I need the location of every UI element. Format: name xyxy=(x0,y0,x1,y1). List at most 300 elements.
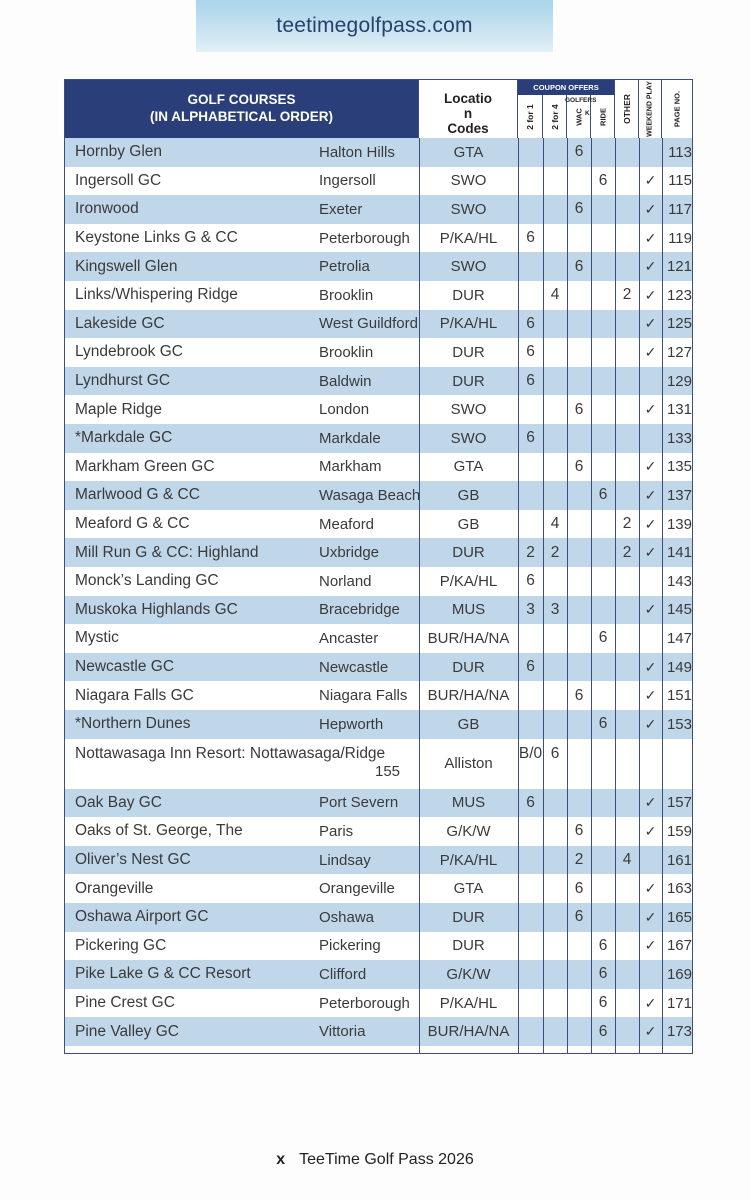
offer-2-for-1: 3 xyxy=(526,600,535,618)
location-code: BUR/HA/NA xyxy=(427,687,510,705)
location-code: DUR xyxy=(452,908,485,926)
header-page-no xyxy=(662,80,692,138)
course-name: Marlwood G & CC xyxy=(75,486,200,504)
offer-2-for-4 xyxy=(543,681,567,710)
site-banner xyxy=(196,0,553,52)
offer-2-for-4 xyxy=(543,195,567,224)
offer-ride xyxy=(591,367,615,396)
offer-2-for-4 xyxy=(543,960,567,989)
offer-2-for-1 xyxy=(518,960,543,989)
col-divider xyxy=(567,138,568,1053)
location-code: G/K/W xyxy=(446,965,491,983)
col-divider xyxy=(662,138,663,1053)
table-row xyxy=(65,1017,692,1046)
location-code: GTA xyxy=(453,458,484,476)
location-code: BUR/HA/NA xyxy=(427,629,510,647)
page-number: 139 xyxy=(666,515,692,533)
location-code: Alliston xyxy=(444,755,493,773)
offer-other xyxy=(615,596,639,625)
table-row xyxy=(65,903,692,932)
table-row xyxy=(65,739,692,789)
offer-2-for-4 xyxy=(543,167,567,196)
offer-2-for-1: 6 xyxy=(526,229,535,247)
page-number: 171 xyxy=(666,994,692,1012)
page-number: 129 xyxy=(666,372,692,390)
header-wac-label: WAC xyxy=(574,107,583,126)
header-2-for-1-label: 2 for 1 xyxy=(525,103,535,130)
location-code: DUR xyxy=(452,937,485,955)
course-name: Oshawa Airport GC xyxy=(75,908,209,926)
table-row xyxy=(65,624,692,653)
header-weekend-play xyxy=(639,80,662,138)
location-code: DUR xyxy=(452,286,485,304)
table-row xyxy=(65,138,692,167)
footer-mark: x xyxy=(276,1151,286,1168)
offer-wac xyxy=(567,481,591,510)
offer-2-for-1 xyxy=(518,710,543,739)
offer-2-for-1 xyxy=(518,932,543,961)
table-row xyxy=(65,252,692,281)
table-row xyxy=(65,367,692,396)
page-number: 117 xyxy=(668,200,692,218)
offer-2-for-1: 6 xyxy=(526,372,535,390)
weekend-check xyxy=(639,739,662,789)
table-row xyxy=(65,195,692,224)
offer-ride xyxy=(591,874,615,903)
location-code: MUS xyxy=(451,601,486,619)
table-header xyxy=(65,80,692,138)
table-row xyxy=(65,424,692,453)
offer-ride xyxy=(591,903,615,932)
offer-2-for-1: 6 xyxy=(526,343,535,361)
offer-2-for-4 xyxy=(543,1017,567,1046)
offer-other xyxy=(615,989,639,1018)
header-2-for-4-label: 2 for 4 xyxy=(549,103,560,130)
course-name: Ingersoll GC xyxy=(75,171,162,189)
location-code: GB xyxy=(457,486,480,504)
table-row xyxy=(65,817,692,846)
offer-2-for-4 xyxy=(543,567,567,596)
course-name: Oliver’s Nest GC xyxy=(75,851,191,869)
col-divider xyxy=(518,138,519,1053)
offer-wac: 6 xyxy=(574,400,584,418)
course-name: *Northern Dunes xyxy=(75,715,191,733)
offer-ride xyxy=(591,567,615,596)
offer-2-for-1: 6 xyxy=(526,793,535,811)
offer-wac xyxy=(567,1017,591,1046)
location-code: SWO xyxy=(450,200,487,218)
location-code: G/K/W xyxy=(446,822,491,840)
offer-2-for-1 xyxy=(518,510,543,539)
offer-wac: 6 xyxy=(574,257,584,275)
offer-2-for-4 xyxy=(543,481,567,510)
offer-ride xyxy=(591,138,615,167)
offer-ride: 6 xyxy=(598,965,608,983)
offer-other xyxy=(615,224,639,253)
page-footer xyxy=(0,1151,750,1169)
offer-other xyxy=(615,481,639,510)
course-name: Nottawasaga Inn Resort: Nottawasaga/Ridge xyxy=(75,744,386,762)
header-2-for-1 xyxy=(518,95,543,138)
course-name: Pine Crest GC xyxy=(75,994,175,1012)
header-location-line1: Locatio xyxy=(443,91,492,106)
offer-2-for-1: 6 xyxy=(526,658,535,676)
table-row xyxy=(65,989,692,1018)
offer-2-for-4: 3 xyxy=(550,600,560,618)
table-row xyxy=(65,710,692,739)
golf-course-table xyxy=(64,79,693,1054)
weekend-check: ✓ xyxy=(644,258,657,275)
weekend-check: ✓ xyxy=(644,937,657,954)
offer-other: 4 xyxy=(622,851,632,869)
offer-other: 2 xyxy=(622,543,632,561)
offer-wac xyxy=(567,989,591,1018)
weekend-check xyxy=(639,846,662,875)
offer-2-for-4 xyxy=(543,903,567,932)
course-name: Newcastle GC xyxy=(75,658,175,676)
offer-2-for-4 xyxy=(543,224,567,253)
page-number: 113 xyxy=(668,143,692,161)
weekend-check: ✓ xyxy=(644,515,657,532)
location-code: GTA xyxy=(453,143,484,161)
offer-wac: 6 xyxy=(574,200,584,218)
offer-2-for-4 xyxy=(543,252,567,281)
offer-wac xyxy=(567,653,591,682)
page-number: 147 xyxy=(666,629,692,647)
location-code: SWO xyxy=(450,429,487,447)
location-code: GB xyxy=(457,515,480,533)
page-number: 137 xyxy=(666,486,692,504)
offer-2-for-1 xyxy=(518,681,543,710)
table-row xyxy=(65,789,692,818)
offer-ride: 6 xyxy=(598,715,608,733)
col-divider xyxy=(639,138,640,1053)
offer-ride xyxy=(591,739,615,789)
course-city: Norland xyxy=(319,572,372,590)
offer-2-for-4 xyxy=(543,874,567,903)
offer-other xyxy=(615,252,639,281)
course-city: Orangeville xyxy=(319,880,395,898)
location-code: GB xyxy=(457,715,480,733)
course-city: Niagara Falls xyxy=(319,687,408,705)
offer-ride xyxy=(591,817,615,846)
offer-2-for-1 xyxy=(518,138,543,167)
weekend-check: ✓ xyxy=(644,458,657,475)
table-row xyxy=(65,395,692,424)
course-name: Meaford G & CC xyxy=(75,515,190,533)
offer-ride xyxy=(591,395,615,424)
location-code: P/KA/HL xyxy=(439,994,498,1012)
offer-wac xyxy=(567,224,591,253)
course-name: Niagara Falls GC xyxy=(75,686,194,704)
table-row xyxy=(65,338,692,367)
offer-ride xyxy=(591,846,615,875)
weekend-check xyxy=(639,624,662,653)
offer-2-for-1: 6 xyxy=(526,572,535,590)
course-city: Paris xyxy=(319,822,354,840)
weekend-check: ✓ xyxy=(644,601,657,618)
offer-2-for-1: 2 xyxy=(526,543,535,561)
offer-2-for-4 xyxy=(543,989,567,1018)
header-coupon-offers: COUPON OFFERS xyxy=(518,80,615,95)
weekend-check: ✓ xyxy=(644,794,657,811)
offer-other xyxy=(615,195,639,224)
location-code: SWO xyxy=(450,258,487,276)
footer-text: TeeTime Golf Pass 2026 xyxy=(299,1151,474,1168)
offer-other xyxy=(615,624,639,653)
offer-2-for-4 xyxy=(543,424,567,453)
course-name: Oak Bay GC xyxy=(75,793,162,811)
offer-ride xyxy=(591,252,615,281)
location-code: BUR/HA/NA xyxy=(427,1023,510,1041)
course-city: Oshawa xyxy=(319,908,375,926)
page-number: 163 xyxy=(666,880,692,898)
course-name: Pickering GC xyxy=(75,936,167,954)
header-other-label: OTHER xyxy=(621,94,632,124)
offer-2-for-4 xyxy=(543,932,567,961)
header-location-codes xyxy=(419,80,518,138)
offer-other: 2 xyxy=(622,515,632,533)
offer-other xyxy=(615,681,639,710)
offer-ride xyxy=(591,310,615,339)
table-row xyxy=(65,960,692,989)
header-page-label: PAGE NO. xyxy=(672,90,682,128)
header-k: K xyxy=(585,110,590,117)
offer-ride xyxy=(591,653,615,682)
offer-wac: 6 xyxy=(574,457,584,475)
offer-ride: 6 xyxy=(598,171,608,189)
offer-wac xyxy=(567,567,591,596)
page-number: 173 xyxy=(666,1023,692,1041)
location-code: P/KA/HL xyxy=(439,572,498,590)
col-divider xyxy=(419,138,420,1053)
offer-other xyxy=(615,710,639,739)
weekend-check xyxy=(639,367,662,396)
course-city: Port Severn xyxy=(319,794,399,812)
weekend-check: ✓ xyxy=(644,908,657,925)
offer-wac xyxy=(567,510,591,539)
weekend-check: ✓ xyxy=(644,880,657,897)
table-row xyxy=(65,167,692,196)
course-city: Brooklin xyxy=(319,286,374,304)
offer-ride xyxy=(591,424,615,453)
offer-ride xyxy=(591,789,615,818)
weekend-check: ✓ xyxy=(644,172,657,189)
course-city: London xyxy=(319,401,370,419)
weekend-check: ✓ xyxy=(644,544,657,561)
location-code: MUS xyxy=(451,794,486,812)
course-city: Lindsay xyxy=(319,851,371,869)
course-city: Ingersoll xyxy=(319,172,376,190)
offer-2-for-1 xyxy=(518,874,543,903)
offer-2-for-4 xyxy=(543,846,567,875)
course-city: West Guildford xyxy=(319,315,418,333)
offer-other xyxy=(615,789,639,818)
location-code: P/KA/HL xyxy=(439,851,498,869)
offer-other xyxy=(615,138,639,167)
course-name: Orangeville xyxy=(75,879,154,897)
header-location-line3: Codes xyxy=(447,121,489,136)
header-golfers: GOLFERS xyxy=(565,97,597,104)
offer-other xyxy=(615,453,639,482)
offer-2-for-1: B/0 xyxy=(518,744,543,762)
weekend-check: ✓ xyxy=(644,229,657,246)
weekend-check xyxy=(639,138,662,167)
offer-ride xyxy=(591,681,615,710)
offer-wac: 6 xyxy=(574,908,584,926)
course-city: Bracebridge xyxy=(319,601,400,619)
course-name: Ironwood xyxy=(75,200,139,218)
weekend-check: ✓ xyxy=(644,343,657,360)
offer-wac: 6 xyxy=(574,686,584,704)
col-divider xyxy=(591,138,592,1053)
offer-other xyxy=(615,817,639,846)
course-name: Markham Green GC xyxy=(75,457,215,475)
offer-2-for-1 xyxy=(518,395,543,424)
weekend-check: ✓ xyxy=(644,315,657,332)
course-name: Mill Run G & CC: Highland xyxy=(75,543,259,561)
offer-wac: 2 xyxy=(574,851,584,869)
page-number: 169 xyxy=(666,965,692,983)
offer-2-for-4: 4 xyxy=(550,286,560,304)
offer-wac xyxy=(567,167,591,196)
offer-ride xyxy=(591,338,615,367)
offer-ride: 6 xyxy=(598,629,608,647)
offer-ride xyxy=(591,224,615,253)
table-row xyxy=(65,310,692,339)
offer-ride xyxy=(591,281,615,310)
page-number: 119 xyxy=(668,229,692,247)
location-code: DUR xyxy=(452,343,485,361)
table-row xyxy=(65,874,692,903)
col-divider xyxy=(543,138,544,1053)
offer-other: 2 xyxy=(622,286,632,304)
offer-ride xyxy=(591,510,615,539)
weekend-check: ✓ xyxy=(644,994,657,1011)
page-number: 143 xyxy=(666,572,692,590)
course-city: Vittoria xyxy=(319,1023,366,1041)
offer-wac xyxy=(567,710,591,739)
site-url: teetimegolfpass.com xyxy=(276,14,473,37)
offer-other xyxy=(615,167,639,196)
offer-2-for-4 xyxy=(543,453,567,482)
page-number: 151 xyxy=(666,687,692,705)
location-code: P/KA/HL xyxy=(439,315,498,333)
course-city: Clifford xyxy=(319,965,367,983)
offer-wac xyxy=(567,281,591,310)
offer-wac: 6 xyxy=(574,879,584,897)
offer-2-for-4 xyxy=(543,789,567,818)
course-city: Pickering xyxy=(319,937,381,955)
weekend-check: ✓ xyxy=(644,1023,657,1040)
page-number: 161 xyxy=(666,851,692,869)
offer-2-for-1 xyxy=(518,252,543,281)
offer-2-for-1 xyxy=(518,817,543,846)
header-ride-label: RIDE xyxy=(598,107,607,126)
offer-2-for-4 xyxy=(543,367,567,396)
course-city: Brooklin xyxy=(319,343,374,361)
offer-other xyxy=(615,338,639,367)
offer-other xyxy=(615,874,639,903)
offer-2-for-1: 6 xyxy=(526,429,535,447)
course-name: Lyndebrook GC xyxy=(75,343,183,361)
table-row xyxy=(65,538,692,567)
weekend-check: ✓ xyxy=(644,822,657,839)
offer-wac: 6 xyxy=(574,822,584,840)
offer-2-for-4: 4 xyxy=(550,515,560,533)
offer-2-for-1 xyxy=(518,481,543,510)
offer-wac xyxy=(567,310,591,339)
course-city: Peterborough xyxy=(319,229,410,247)
table-row xyxy=(65,510,692,539)
page-number: 153 xyxy=(666,715,692,733)
offer-ride: 6 xyxy=(598,486,608,504)
course-city: Meaford xyxy=(319,515,375,533)
header-location-line2: n xyxy=(463,106,473,121)
course-city: Halton Hills xyxy=(319,143,395,161)
offer-other xyxy=(615,424,639,453)
header-weekend-label: WEEKEND PLAY xyxy=(646,81,654,137)
page-number: 159 xyxy=(666,822,692,840)
offer-other xyxy=(615,739,639,789)
offer-other xyxy=(615,932,639,961)
offer-other xyxy=(615,960,639,989)
offer-wac xyxy=(567,338,591,367)
weekend-check xyxy=(639,424,662,453)
table-row xyxy=(65,653,692,682)
offer-2-for-1 xyxy=(518,281,543,310)
location-code: P/KA/HL xyxy=(439,229,498,247)
course-name: Mystic xyxy=(75,629,119,647)
course-city: Petrolia xyxy=(319,258,370,276)
location-code: DUR xyxy=(452,544,485,562)
offer-2-for-4 xyxy=(543,653,567,682)
course-name: Oaks of St. George, The xyxy=(75,822,243,840)
table-row xyxy=(65,453,692,482)
course-name: *Markdale GC xyxy=(75,429,173,447)
course-name: Lakeside GC xyxy=(75,314,165,332)
offer-2-for-4 xyxy=(543,138,567,167)
course-city: Exeter xyxy=(319,200,363,218)
table-row xyxy=(65,846,692,875)
offer-2-for-1 xyxy=(518,195,543,224)
offer-2-for-1 xyxy=(518,903,543,932)
location-code: DUR xyxy=(452,372,485,390)
course-name: Links/Whispering Ridge xyxy=(75,286,238,304)
page-number: 121 xyxy=(666,258,692,276)
course-city: Hepworth xyxy=(319,715,384,733)
page-number: 115 xyxy=(668,172,692,190)
course-city: Ancaster xyxy=(319,629,379,647)
offer-wac: 6 xyxy=(574,143,584,161)
weekend-check: ✓ xyxy=(644,200,657,217)
header-golf-courses xyxy=(65,80,419,138)
weekend-check: ✓ xyxy=(644,486,657,503)
offer-other xyxy=(615,653,639,682)
page-number: 131 xyxy=(666,401,692,419)
table-row xyxy=(65,281,692,310)
table-row xyxy=(65,681,692,710)
weekend-check: ✓ xyxy=(644,401,657,418)
col-divider xyxy=(615,138,616,1053)
offer-2-for-1 xyxy=(518,846,543,875)
location-code: GTA xyxy=(453,880,484,898)
offer-wac xyxy=(567,739,591,789)
course-name: Keystone Links G & CC xyxy=(75,229,238,247)
offer-wac xyxy=(567,789,591,818)
header-courses-subtitle: (IN ALPHABETICAL ORDER) xyxy=(150,109,333,124)
course-city: Peterborough xyxy=(319,994,410,1012)
